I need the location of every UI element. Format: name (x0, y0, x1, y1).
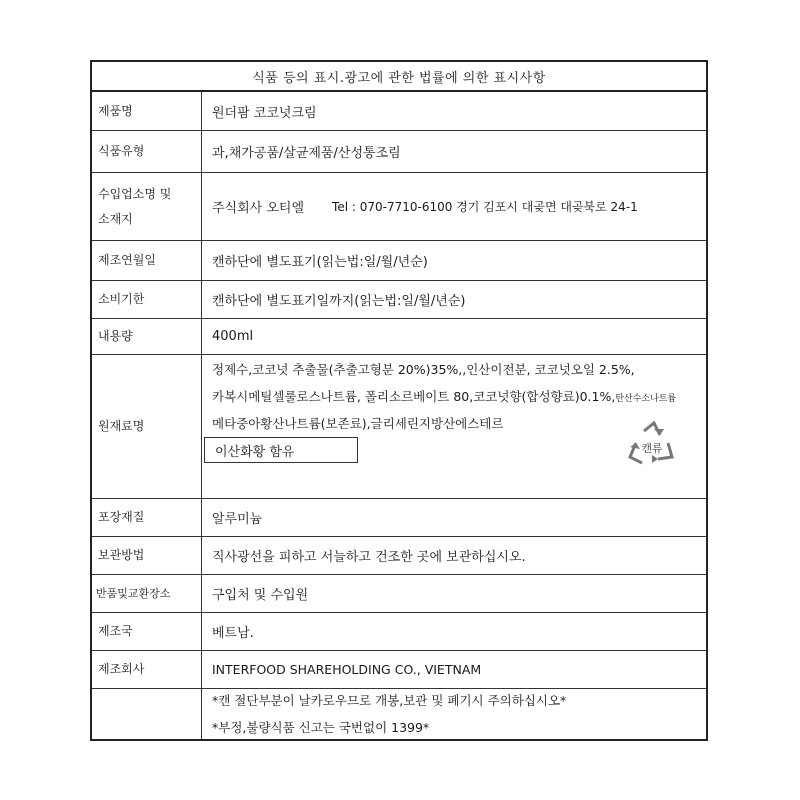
row-importer (92, 173, 706, 241)
ingredients-line2-main: 카복시메틸셀룰로스나트륨, 폴리소르베이트 80,코코넛향(합성향료)0.1%, (212, 389, 616, 404)
row-label (92, 173, 202, 240)
row-label: 식품유형 (92, 131, 202, 172)
row-label: 원재료명 (92, 355, 202, 498)
row-food-type (92, 131, 706, 173)
row-volume (92, 319, 706, 355)
row-label: 보관방법 (92, 537, 202, 574)
row-country (92, 613, 706, 651)
ingredients-line2-small: 탄산수소나트륨 (615, 394, 677, 404)
table-title: 식품 등의 표시.광고에 관한 법률에 의한 표시사항 (92, 62, 706, 92)
row-label: 제조연월일 (92, 241, 202, 280)
row-manufacture-date (92, 241, 706, 281)
notice-can-edge: *캔 절단부분이 날카로우므로 개봉,보관 및 폐기시 주의하십시오* (212, 693, 567, 708)
row-value: INTERFOOD SHAREHOLDING CO., VIETNAM (212, 662, 482, 677)
row-expiry (92, 281, 706, 319)
row-product-name (92, 92, 706, 131)
label-table (90, 60, 708, 741)
row-manufacturer (92, 651, 706, 689)
row-label: 제조회사 (92, 651, 202, 688)
row-value: 과,채가공품/살균제품/산성통조림 (212, 146, 401, 161)
row-notices (92, 689, 706, 741)
row-returns (92, 575, 706, 613)
row-value: 알루미늄 (212, 512, 263, 527)
ingredients-line2 (212, 387, 676, 405)
row-label-line2: 소재지 (98, 211, 133, 226)
row-label: 소비기한 (92, 281, 202, 318)
row-label: 제조국 (92, 613, 202, 650)
notice-report: *부정,불량식품 신고는 국번없이 1399* (212, 720, 430, 735)
row-value: 구입처 및 수입원 (212, 588, 309, 603)
row-label: 제품명 (92, 92, 202, 130)
row-value: 원더팜 코코넛크림 (212, 105, 317, 121)
recycle-can-icon (622, 417, 682, 477)
row-ingredients (92, 355, 706, 499)
row-value: 직사광선을 피하고 서늘하고 건조한 곳에 보관하십시오. (212, 550, 526, 565)
sulfite-warning-box: 이산화황 함유 (204, 437, 358, 463)
row-value: 캔하단에 별도표기일까지(읽는법:일/월/년순) (212, 294, 466, 309)
row-storage (92, 537, 706, 575)
row-value: 400ml (212, 329, 254, 344)
row-value: 캔하단에 별도표기(읽는법:일/월/년순) (212, 255, 428, 270)
row-value (202, 173, 706, 240)
row-label: 포장재질 (92, 499, 202, 536)
row-label: 반품및교환장소 (92, 575, 202, 612)
row-label: 내용량 (92, 319, 202, 354)
importer-name: 주식회사 오티엘 (212, 201, 305, 216)
row-value: 베트남. (212, 626, 254, 641)
recycle-label: 캔류 (641, 442, 663, 455)
importer-tel-address: Tel : 070-7710-6100 경기 김포시 대곶면 대곶북로 24-1 (332, 200, 638, 214)
row-label-empty (92, 689, 202, 741)
ingredients-line3: 메타중아황산나트륨(보존료),글리세린지방산에스테르 (212, 416, 504, 431)
row-label-line1: 수입업소명 및 (98, 186, 172, 201)
row-packaging (92, 499, 706, 537)
ingredients-line1: 정제수,코코넛 추출물(추출고형분 20%)35%,,인산이전분, 코코넛오일 2.5%, (212, 362, 635, 377)
